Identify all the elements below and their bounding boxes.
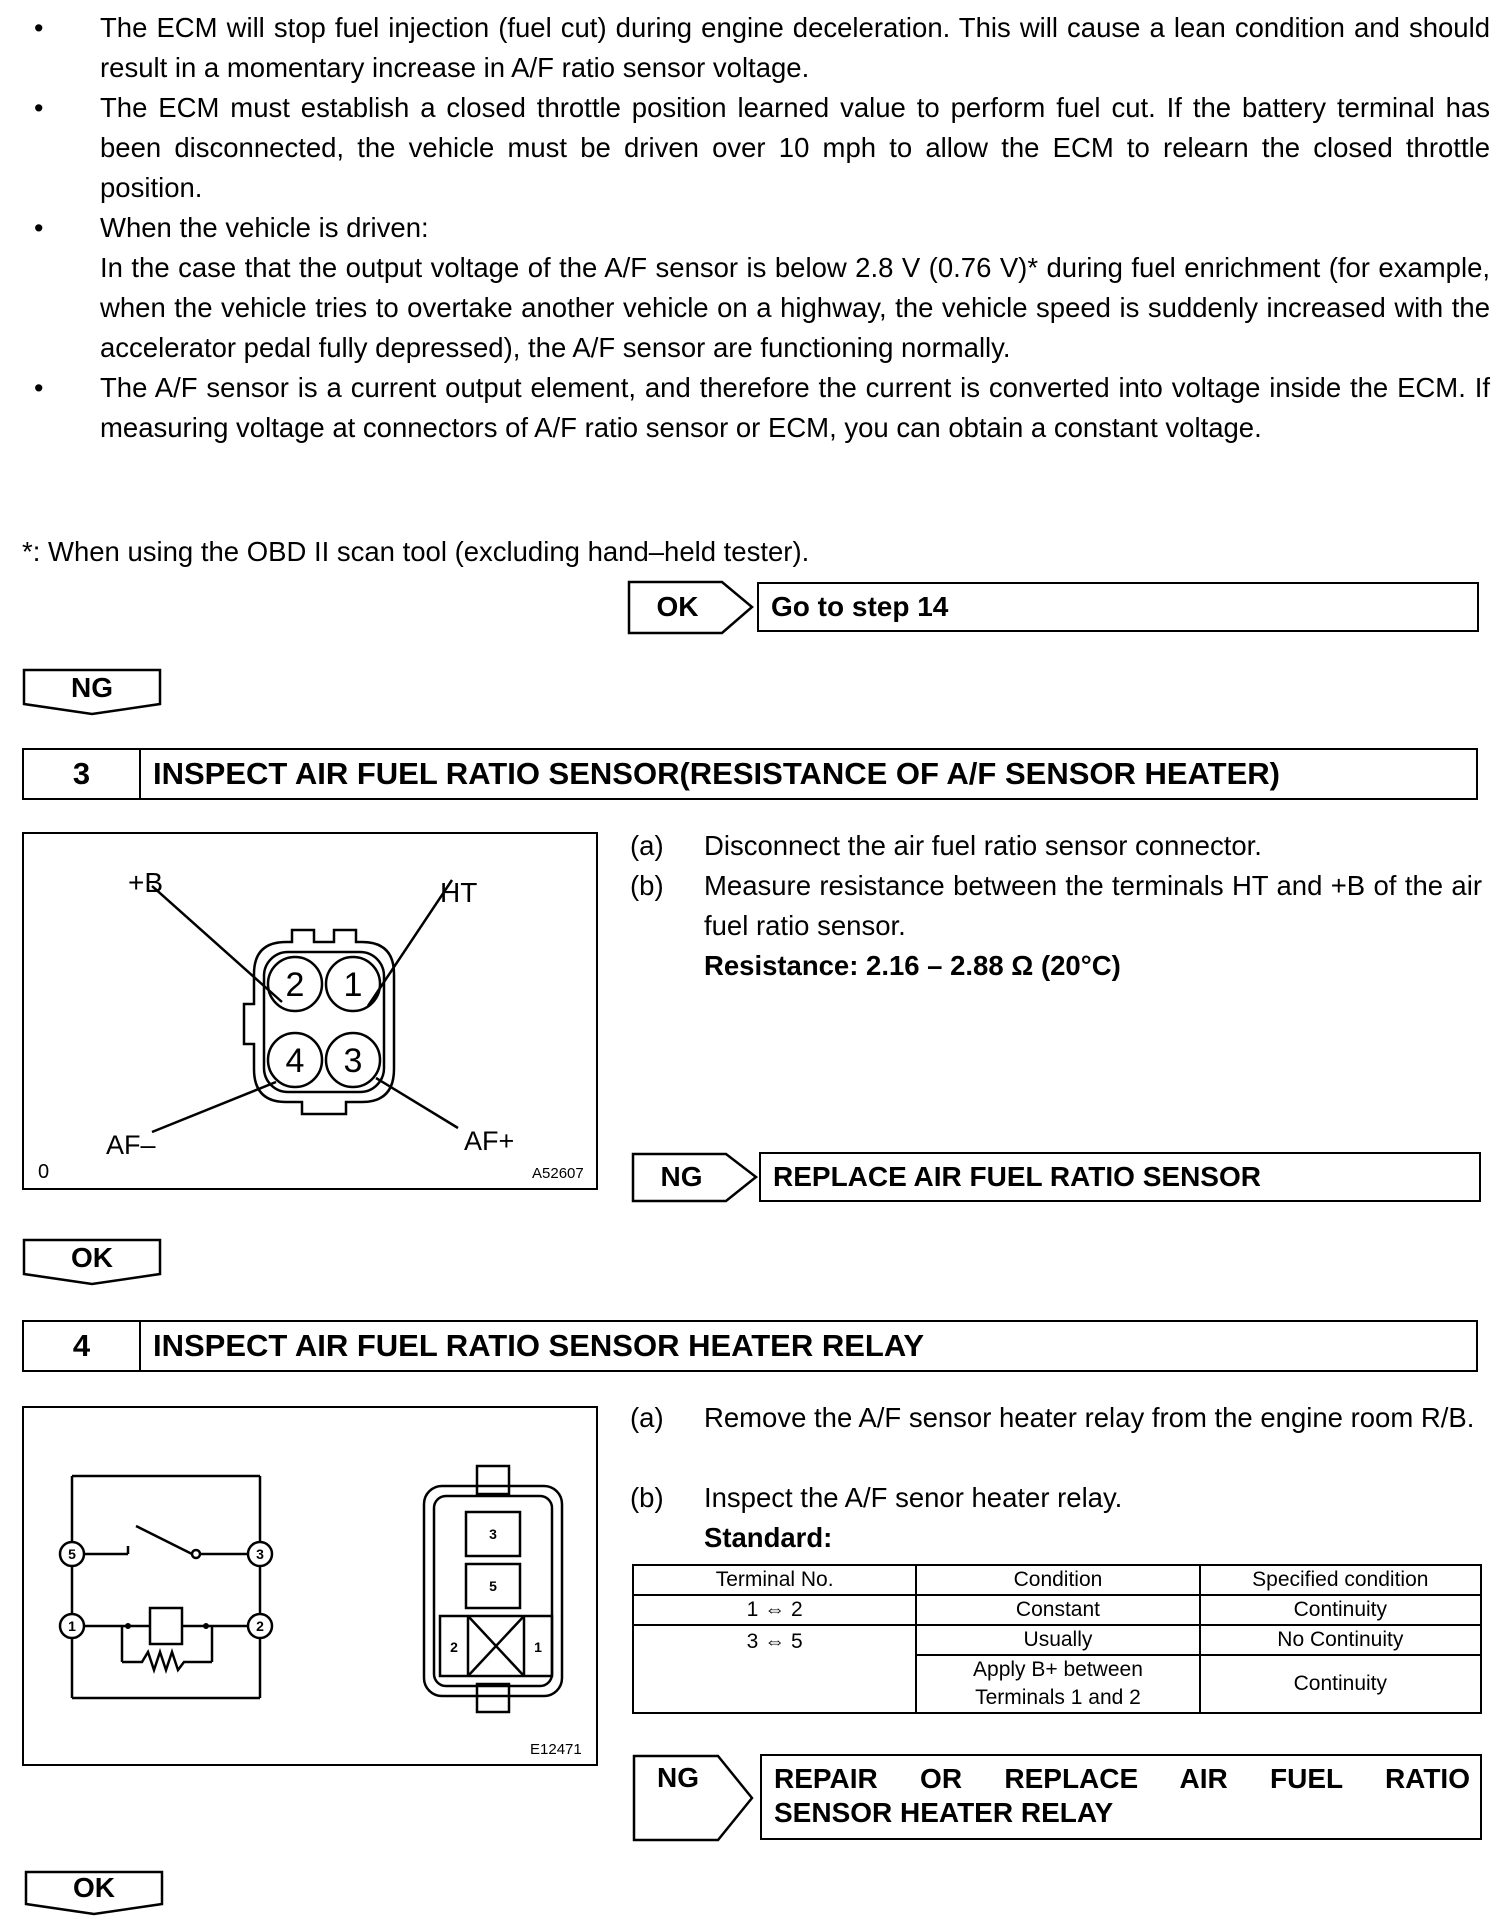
step-4-heading: [22, 1320, 1478, 1372]
ok-label: OK: [656, 591, 699, 622]
header-spec: Specified condition: [1200, 1565, 1481, 1595]
ok-tab-label: OK: [71, 1242, 113, 1273]
label-af-plus: AF+: [464, 1126, 515, 1156]
figure-id: A52607: [532, 1165, 584, 1182]
figure-id: E12471: [530, 1741, 582, 1758]
footnote: *: When using the OBD II scan tool (excluding hand–held tester).: [22, 536, 810, 567]
step-title: INSPECT AIR FUEL RATIO SENSOR(RESISTANCE OF A/F SENSOR HEATER): [153, 756, 1280, 791]
header-condition: Condition: [916, 1565, 1199, 1595]
terminal-1: 1: [68, 1618, 76, 1634]
pin-4: 4: [285, 1042, 305, 1080]
header-terminal: Terminal No.: [633, 1565, 916, 1595]
step-number: 3: [24, 750, 141, 798]
terminal-3: 3: [256, 1546, 264, 1562]
ng-label: NG: [657, 1762, 699, 1793]
terminal-5: 5: [68, 1546, 76, 1562]
resistance-spec: Resistance: 2.16 – 2.88 Ω (20°C): [704, 950, 1121, 981]
relay-pin-2: 2: [450, 1639, 458, 1655]
relay-diagram: [24, 1408, 596, 1764]
label-ht: HT: [440, 877, 478, 908]
relay-pin-3: 3: [489, 1526, 497, 1542]
go-to-step-14[interactable]: Go to step 14: [757, 582, 1479, 632]
connector-figure: [22, 832, 598, 1190]
pin-3: 3: [343, 1042, 363, 1080]
bullet-list: [0, 8, 1490, 448]
replace-sensor-result[interactable]: REPLACE AIR FUEL RATIO SENSOR: [759, 1152, 1481, 1202]
step-3-b: (b) Measure resistance between the terminals HT and +B of the air fuel ratio sensor. Resistance: 2.16 – 2.88 Ω (20°C): [630, 866, 1482, 986]
ng-label: NG: [660, 1161, 703, 1192]
standard-label: Standard:: [704, 1522, 833, 1553]
step-4-a: (a) Remove the A/F sensor heater relay from the engine room R/B.: [630, 1402, 1475, 1433]
pin-2: 2: [285, 966, 305, 1004]
pin-1: 1: [343, 966, 363, 1004]
bullet-item: • The A/F sensor is a current output element, and therefore the current is converted into voltage inside the ECM. If measuring voltage at connectors of A/F ratio sensor or ECM, you can obtain a constant voltage.: [34, 372, 1490, 443]
table-header-row: [633, 1565, 1481, 1595]
terminal-2: 2: [256, 1618, 264, 1634]
bullet-item: • When the vehicle is driven: In the case that the output voltage of the A/F sensor is below 2.8 V (0.76 V)* during fuel enrichment (for example, when the vehicle tries to overtake another vehicle on a highway, the vehicle speed is suddenly increased with the accelerator pedal fully depressed), the A/F sensor are functioning normally.: [34, 212, 1490, 363]
relay-spec-table: [632, 1564, 1482, 1714]
step-number: 4: [24, 1322, 141, 1370]
step-title: INSPECT AIR FUEL RATIO SENSOR HEATER RELAY: [153, 1328, 925, 1363]
step-3-heading: [22, 748, 1478, 800]
step-4-b: (b) Inspect the A/F senor heater relay. Standard:: [630, 1478, 1482, 1558]
corner-mark: 0: [38, 1161, 50, 1183]
table-row: Apply B+ between Terminals 1 and 2 Continuity: [633, 1655, 1481, 1713]
relay-pin-5: 5: [489, 1578, 497, 1594]
relay-figure: [22, 1406, 598, 1766]
table-row: 1 ⇔ 2 Constant Continuity: [633, 1595, 1481, 1625]
bullet-item: • The ECM must establish a closed throttle position learned value to perform fuel cut. If the battery terminal has been disconnected, the vehicle must be driven over 10 mph to allow the ECM to relearn the closed throttle position.: [34, 92, 1490, 203]
relay-pin-1: 1: [534, 1639, 542, 1655]
table-row: 3 ⇔ 5 Usually No Continuity: [633, 1625, 1481, 1655]
label-plus-b: +B: [128, 867, 164, 898]
ng-tab-label: NG: [71, 672, 113, 703]
connector-diagram: [24, 834, 596, 1188]
step-3-a: (a) Disconnect the air fuel ratio sensor connector.: [630, 830, 1262, 861]
bullet-detail: In the case that the output voltage of the A/F sensor is below 2.8 V (0.76 V)* during fuel enrichment (for example, when the vehicle tries to overtake another vehicle on a highway, the vehicle speed is suddenly increased with the accelerator pedal fully depressed), the A/F sensor are functioning normally.: [100, 252, 1490, 363]
bullet-item: • The ECM will stop fuel injection (fuel cut) during engine deceleration. This will cause a lean condition and should result in a momentary increase in A/F ratio sensor voltage.: [34, 12, 1490, 83]
label-af-minus: AF–: [106, 1130, 156, 1160]
ok-tab-label: OK: [73, 1872, 115, 1903]
repair-relay-result[interactable]: REPAIR OR REPLACE AIR FUEL RATIO SENSOR HEATER RELAY: [760, 1754, 1482, 1840]
